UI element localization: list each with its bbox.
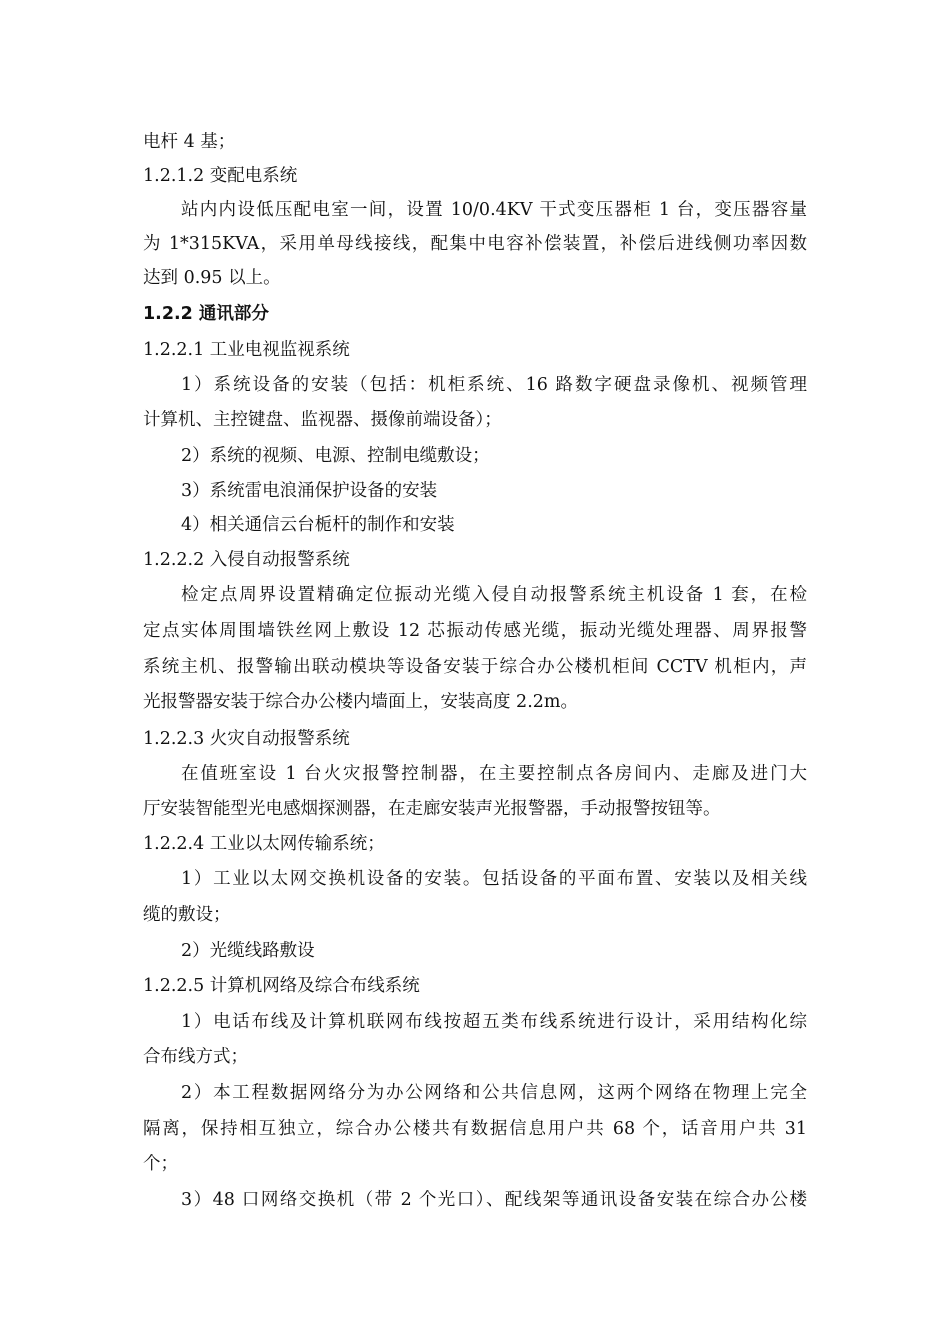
list-item: 3）48 口网络交换机（带 2 个光口）、配线架等通讯设备安装在综合办公楼 [181,1190,807,1210]
list-item: 3）系统雷电浪涌保护设备的安装 [181,481,438,501]
section-heading-bold: 1.2.2 通讯部分 [143,304,269,324]
list-item: 2）系统的视频、电源、控制电缆敷设； [181,446,490,466]
paragraph-line: 光报警器安装于综合办公楼内墙面上，安装高度 2.2m。 [143,692,578,712]
section-heading: 1.2.2.2 入侵自动报警系统 [143,550,350,570]
paragraph-line: 定点实体周围墙铁丝网上敷设 12 芯振动传感光缆，振动光缆处理器、周界报警 [143,621,807,641]
list-item-continuation: 缆的敷设； [143,905,231,925]
list-item-continuation: 个； [143,1154,178,1174]
section-heading: 1.2.2.3 火灾自动报警系统 [143,729,350,749]
paragraph-line: 为 1*315KVA，采用单母线接线，配集中电容补偿装置，补偿后进线侧功率因数 [143,234,807,254]
list-item: 1）系统设备的安装（包括：机柜系统、16 路数字硬盘录像机、视频管理 [181,375,807,395]
section-heading: 1.2.2.5 计算机网络及综合布线系统 [143,976,420,996]
paragraph-line: 厅安装智能型光电感烟探测器，在走廊安装声光报警器，手动报警按钮等。 [143,799,721,819]
list-item: 2）本工程数据网络分为办公网络和公共信息网，这两个网络在物理上完全 [181,1083,807,1103]
list-item-continuation: 隔离，保持相互独立，综合办公楼共有数据信息用户共 68 个，话音用户共 31 [143,1119,807,1139]
text-line: 电杆 4 基； [143,132,236,152]
list-item-continuation: 计算机、主控键盘、监视器、摄像前端设备）； [143,410,502,430]
list-item: 4）相关通信云台栀杆的制作和安装 [181,515,455,535]
section-heading: 1.2.2.1 工业电视监视系统 [143,340,350,360]
list-item: 2）光缆线路敷设 [181,941,315,961]
list-item: 1）电话布线及计算机联网布线按超五类布线系统进行设计，采用结构化综 [181,1012,807,1032]
list-item: 1）工业以太网交换机设备的安装。包括设备的平面布置、安装以及相关线 [181,869,807,889]
paragraph-line: 系统主机、报警输出联动模块等设备安装于综合办公楼机柜间 CCTV 机柜内，声 [143,657,807,677]
list-item-continuation: 合布线方式； [143,1047,248,1067]
section-heading: 1.2.2.4 工业以太网传输系统； [143,834,385,854]
paragraph-line: 在值班室设 1 台火灾报警控制器，在主要控制点各房间内、走廊及进门大 [181,764,807,784]
paragraph-line: 达到 0.95 以上。 [143,268,281,288]
section-heading: 1.2.1.2 变配电系统 [143,166,298,186]
paragraph-line: 站内内设低压配电室一间，设置 10/0.4KV 干式变压器柜 1 台，变压器容量 [181,200,807,220]
paragraph-line: 检定点周界设置精确定位振动光缆入侵自动报警系统主机设备 1 套，在检 [181,585,807,605]
